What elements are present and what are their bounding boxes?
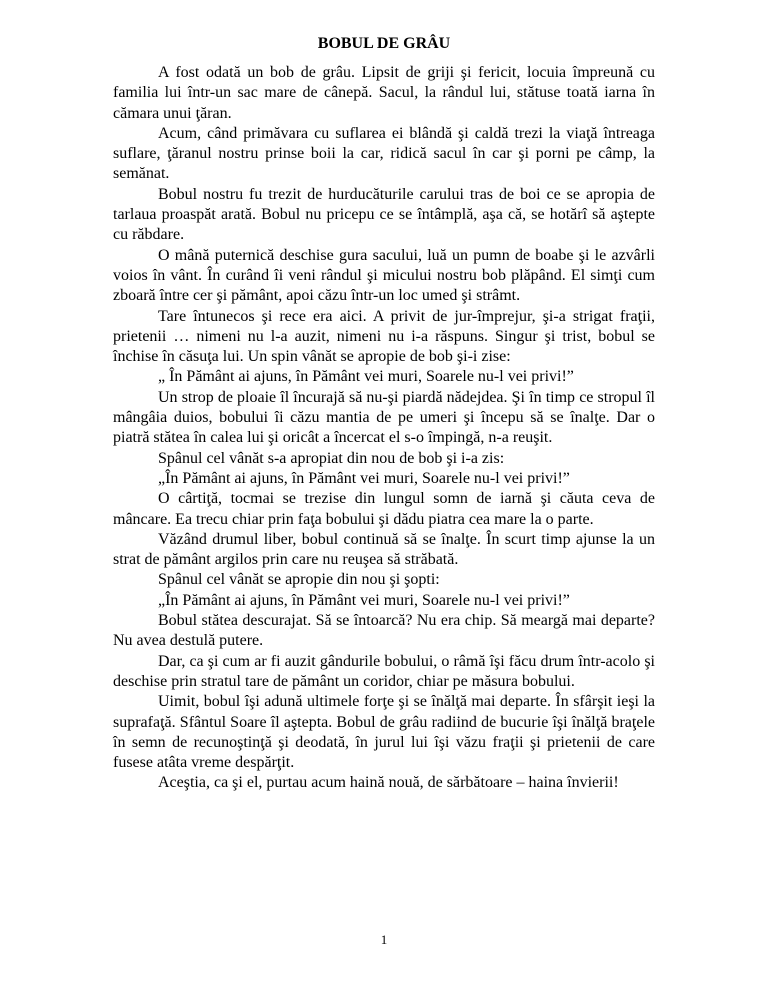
story-body	[113, 63, 655, 794]
document-page	[113, 33, 655, 794]
quote-line: „ În Pământ ai ajuns, în Pământ vei muri, Soarele nu-l vei privi!”	[158, 368, 574, 386]
paragraph: O mână puternică deschise gura sacului, luă un pumn de boabe şi le azvârli voios în vânt. În curând îi veni rândul şi micului nostru bob plăpând. El simţi cum zboară între cer şi pământ, apoi căzu într-un loc umed şi strâmt.	[113, 246, 655, 305]
paragraph: Văzând drumul liber, bobul continuă să se înalţe. În scurt timp ajunse la un strat de pământ argilos prin care nu reuşea să străbată.	[113, 530, 655, 569]
paragraph: A fost odată un bob de grâu. Lipsit de griji şi fericit, locuia împreună cu familia lui într-un sac mare de cânepă. Sacul, la rândul lui, stătuse toată iarna în cămara unui ţăran.	[113, 64, 655, 122]
paragraph: Dar, ca şi cum ar fi auzit gândurile bobului, o râmă îşi făcu drum într-acolo şi deschise prin stratul tare de pământ un coridor, chiar pe măsura bobului.	[113, 652, 655, 690]
paragraph: Uimit, bobul îşi adună ultimele forţe şi se înălţă mai departe. În sfârşit ieşi la suprafaţă. Sfântul Soare îl aştepta. Bobul de grâu radiind de bucurie îşi înălţă braţele în semn de recunoştinţă şi deodată, în jurul lui îşi văzu fraţii şi prietenii de care fusese atâta vreme despărţit.	[113, 693, 655, 772]
paragraph: Tare întunecos şi rece era aici. A privit de jur-împrejur, şi-a strigat fraţii, prietenii … nimeni nu l-a auzit, nimeni nu i-a răspuns. Singur şi trist, bobul se închise în căsuţa lui. Un spin vânăt se apropie de bob şi-i zise:	[113, 307, 655, 366]
paragraph: Spânul cel vânăt se apropie din nou şi şopti:	[158, 571, 440, 589]
paragraph: Bobul nostru fu trezit de hurducăturile carului tras de boi ce se apropia de tarlaua proaspăt arată. Bobul nu pricepu ce se întâmplă, aşa că, se hotărî să aştepte cu răbdare.	[113, 185, 655, 244]
paragraph: Spânul cel vânăt s-a apropiat din nou de bob şi i-a zis:	[158, 449, 505, 467]
quote-line: „În Pământ ai ajuns, în Pământ vei muri, Soarele nu-l vei privi!”	[158, 591, 570, 609]
story-title: BOBUL DE GRÂU	[317, 35, 451, 52]
paragraph: Bobul stătea descurajat. Să se întoarcă? Nu era chip. Să meargă mai departe? Nu avea destulă putere.	[113, 612, 655, 650]
quote-line: „În Pământ ai ajuns, în Pământ vei muri, Soarele nu-l vei privi!”	[158, 469, 570, 487]
paragraph: Acum, când primăvara cu suflarea ei blândă şi caldă trezi la viaţă întreaga suflare, ţăranul nostru prinse boii la car, ridică sacul în car şi porni pe câmp, la semănat.	[113, 124, 655, 183]
paragraph: Aceştia, ca şi el, purtau acum haină nouă, de sărbătoare – haina învierii!	[158, 774, 619, 792]
paragraph: O cârtiţă, tocmai se trezise din lungul somn de iarnă şi căuta ceva de mâncare. Ea trecu chiar prin faţa bobului şi dădu piatra cea mare la o parte.	[113, 490, 655, 528]
page-number: 1	[380, 932, 388, 947]
paragraph: Un strop de ploaie îl încurajă să nu-şi piardă nădejdea. Şi în timp ce stropul îl mângâia duios, bobului îi căzu mantia de pe umeri şi începu să se înalţe. Dar o piatră stătea în calea lui şi oricât a încercat el s-o împingă, n-a reuşit.	[113, 388, 655, 447]
